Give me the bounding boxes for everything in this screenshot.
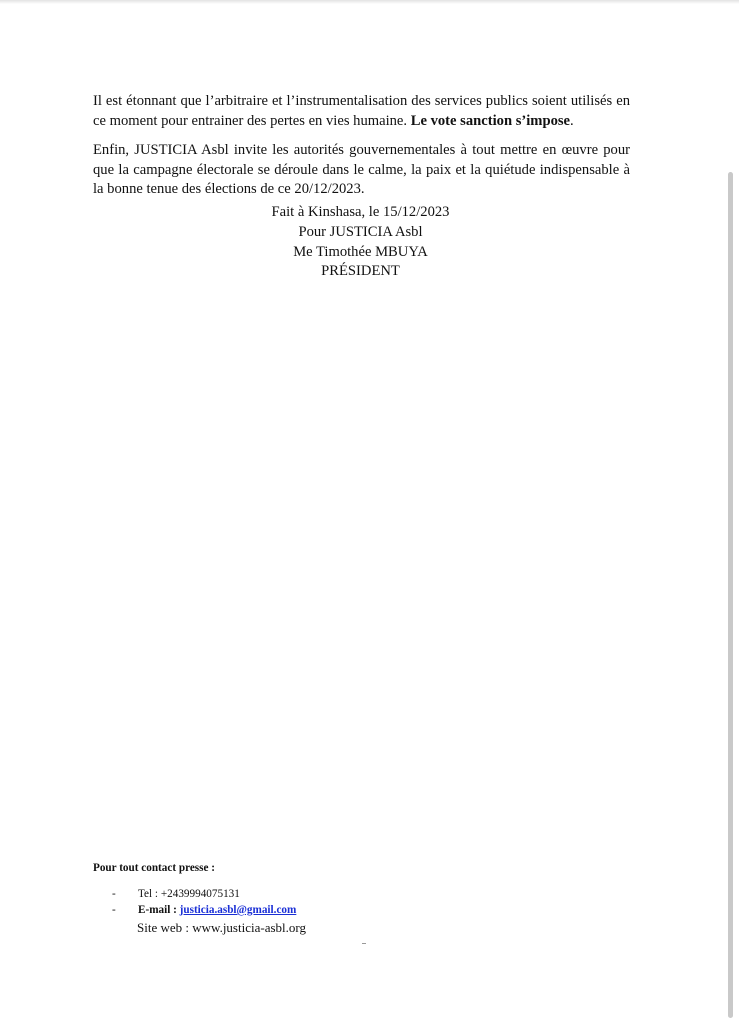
contact-website: Site web : www.justicia-asbl.org (137, 920, 306, 935)
list-bullet: - (112, 904, 116, 916)
signatory-title: PRÉSIDENT (321, 263, 400, 280)
contact-email (138, 902, 296, 918)
signatory-name: Me Timothée MBUYA (293, 243, 428, 260)
signature-block (200, 203, 521, 282)
paragraph-arbitrary-end: . (570, 112, 574, 129)
paragraph-invitation: Enfin, JUSTICIA Asbl invite les autorités gouvernementales à tout mettre en œuvre pour que la campagne électorale se déroule dans le calme, la paix et la quiétude indispensable à la bonne tenue des élections de ce 20/12/2023. (93, 142, 630, 198)
email-link[interactable]: justicia.asbl@gmail.com (179, 904, 297, 916)
contact-phone: Tel : +2439994075131 (138, 888, 240, 900)
email-label: E-mail : (138, 904, 180, 916)
page-top-edge (0, 0, 739, 4)
press-contact-heading: Pour tout contact presse : (93, 862, 216, 874)
paragraph-arbitrary (93, 92, 630, 131)
list-bullet: - (112, 888, 116, 900)
organization-line: Pour JUSTICIA Asbl (298, 223, 423, 240)
place-date: Fait à Kinshasa, le 15/12/2023 (271, 204, 450, 220)
vertical-scrollbar[interactable] (728, 172, 733, 1018)
vote-sanction-emphasis: Le vote sanction s’impose (410, 112, 571, 129)
stray-mark (362, 943, 366, 944)
paragraph-arbitrary-text: Il est étonnant que l’arbitraire et l’instrumentalisation des services publics soient utilisés en ce moment pour entrainer des pertes en vies humaine. (93, 93, 630, 129)
